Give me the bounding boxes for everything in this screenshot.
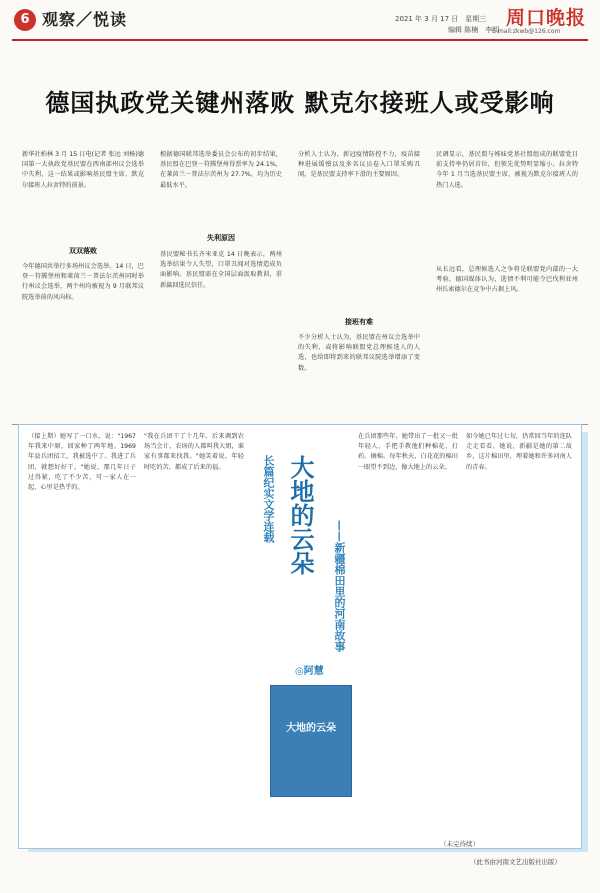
feature-source: （此书由河南文艺出版社出版） bbox=[470, 858, 561, 866]
article-col4-a: 民调显示，基民盟与姊妹党基社盟组成的联盟党目前支持率仍居首位，但领先优势明显缩小。拉舍特今年 1 月当选基民盟主席，被视为默克尔接班人的热门人选。 bbox=[436, 151, 578, 189]
book-cover bbox=[270, 685, 352, 797]
article-col4-b: 从长远看，总理候选人之争将是联盟党内部的一大考验。德国媒体认为，选情不利可能令巴伐利亚州州长索德尔在竞争中占据上风。 bbox=[436, 266, 578, 294]
newspaper-logo: 周口晚报 bbox=[505, 7, 586, 29]
subhead-3: 接班有难 bbox=[345, 318, 373, 326]
article-headline: 德国执政党关键州落败 默克尔接班人或受影响 bbox=[45, 89, 555, 117]
feature-kicker: 长篇纪实文学连载 bbox=[262, 455, 275, 543]
feature-author: ◎阿慧 bbox=[295, 666, 324, 677]
editors: 编辑 陈楠 李明 bbox=[448, 26, 500, 34]
feature-credit: （未完待续） bbox=[440, 840, 479, 848]
article-col3-b: 不少分析人士认为，基民盟在州议会选举中的失利，或将影响联盟党总理候选人的人选，也给即将到来的联邦议院选举增添了变数。 bbox=[298, 334, 420, 372]
feature-col3: 在兵团那些年，她带出了一批又一批年轻人，手把手教他们种棉花、打药、摘棉。每年秋天，白花花的棉田一眼望不到边，像大地上的云朵。 bbox=[358, 433, 458, 471]
subhead-2: 失利原因 bbox=[207, 234, 235, 242]
article-col1-b: 今年德国共举行多场州议会选举。14 日，巴登－符腾堡州和莱茵兰－普法尔茨州同时举行州议会选举，两个州均被视为 9 月联邦议院选举前的风向标。 bbox=[22, 263, 144, 301]
feature-col2: "我在兵团干了十几年，后来调到农场当会计。农场的人都叫我大姐，谁家有事都来找我。"她笑着说，年轻时吃的苦，都成了后来的福。 bbox=[144, 433, 244, 471]
article-col3-a: 分析人士认为，新冠疫情防控不力、疫苗接种进展缓慢以及多名议员卷入口罩采购丑闻，是基民盟支持率下滑的主要原因。 bbox=[298, 151, 420, 179]
article-col2-a: 根据德国联邦选举委员会公布的初步结果，基民盟在巴登－符腾堡州得票率为 24.1%，在莱茵兰－普法尔茨州为 27.7%，均为历史最低水平。 bbox=[160, 151, 282, 189]
contact-email: E-mail:zkwb@126.com bbox=[492, 28, 561, 35]
issue-date: 2021 年 3 月 17 日 星期三 bbox=[395, 15, 487, 23]
feature-title: 大地的云朵 bbox=[286, 455, 314, 575]
article-col1-a: 新华社柏林 3 月 15 日电(记者 张远 刘杨)德国第一大执政党基民盟在西南部州议会选举中失利，这一结果或影响基民盟主席、默克尔接班人拉舍特的前景。 bbox=[22, 151, 144, 189]
header-rule bbox=[12, 39, 588, 41]
feature-col4: 如今她已年过七旬，仍常回当年的连队走走看看。她说，新疆是她的第二故乡，这片棉田里，埋着她和许多河南人的青春。 bbox=[466, 433, 572, 471]
book-cover-title: 大地的云朵 bbox=[286, 723, 336, 734]
page-number: 6 bbox=[14, 9, 36, 31]
section-title: 观察／悦读 bbox=[42, 10, 128, 29]
subhead-1: 双双落败 bbox=[69, 247, 97, 255]
feature-col1: （接上期）她写了一口水，说："1967 年我来中原，回家种了两年地。1969 年县兵团招工，我被选中了。我进了兵团，就想好好干。"她说，那几年日子过得紧，吃了不少苦，可一家人在一起，心里是热乎的。 bbox=[28, 433, 136, 492]
feature-subtitle: ——新疆棉田里的河南故事 bbox=[333, 520, 346, 652]
article-col2-b: 基民盟秘书长齐米亚克 14 日晚表示，两州选举结果令人失望，口罩丑闻对选情造成负面影响。基民盟需在全国层面汲取教训，重新赢回选民信任。 bbox=[160, 251, 282, 289]
